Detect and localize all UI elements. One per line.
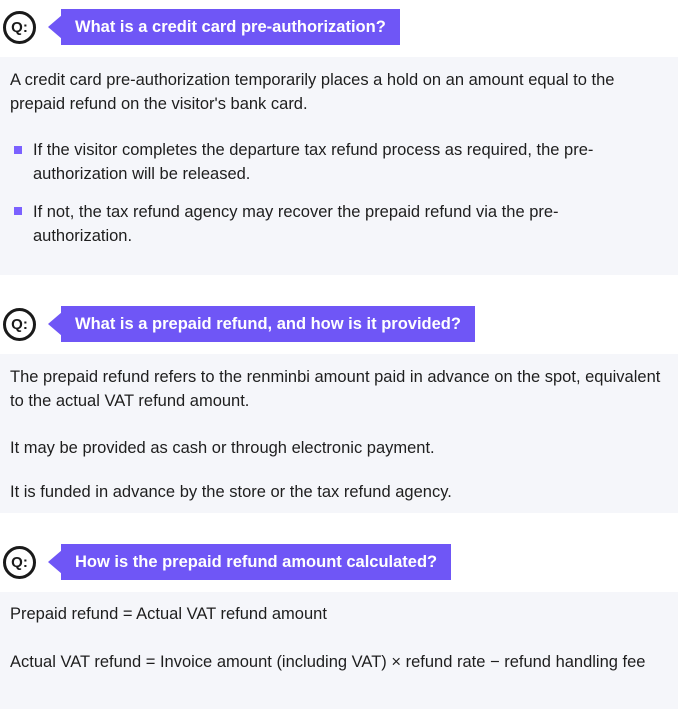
q-badge-icon: Q: [3, 11, 36, 44]
bullet-item: If not, the tax refund agency may recover the prepaid refund via the pre-authorization. [33, 203, 559, 245]
label-pointer-icon [48, 15, 62, 39]
answer-paragraph: It is funded in advance by the store or the tax refund agency. [10, 483, 452, 501]
bullet-marker-icon [14, 146, 22, 154]
answer-panel-2 [0, 354, 678, 513]
answer-intro-1: A credit card pre-authorization temporarily places a hold on an amount equal to the prepaid refund on the visitor's bank card. [10, 71, 615, 113]
bullet-item: If the visitor completes the departure tax refund process as required, the pre-authorization will be released. [33, 141, 594, 183]
question-label-3: How is the prepaid refund amount calculated? [61, 544, 451, 580]
question-row-3 [0, 544, 678, 580]
answer-paragraph: Actual VAT refund = Invoice amount (including VAT) × refund rate − refund handling fee [10, 653, 646, 671]
bullet-marker-icon [14, 207, 22, 215]
q-badge-icon: Q: [3, 308, 36, 341]
answer-paragraph: Prepaid refund = Actual VAT refund amount [10, 605, 327, 623]
answer-panel-3 [0, 592, 678, 709]
question-row-2 [0, 306, 678, 342]
answer-paragraph: The prepaid refund refers to the renminbi amount paid in advance on the spot, equivalent to the actual VAT refund amount. [10, 368, 661, 410]
q-badge-icon: Q: [3, 546, 36, 579]
answer-panel-1 [0, 57, 678, 275]
question-row-1 [0, 9, 678, 45]
question-label-1: What is a credit card pre-authorization? [61, 9, 400, 45]
answer-paragraph: It may be provided as cash or through electronic payment. [10, 439, 435, 457]
label-pointer-icon [48, 550, 62, 574]
question-label-2: What is a prepaid refund, and how is it provided? [61, 306, 475, 342]
label-pointer-icon [48, 312, 62, 336]
